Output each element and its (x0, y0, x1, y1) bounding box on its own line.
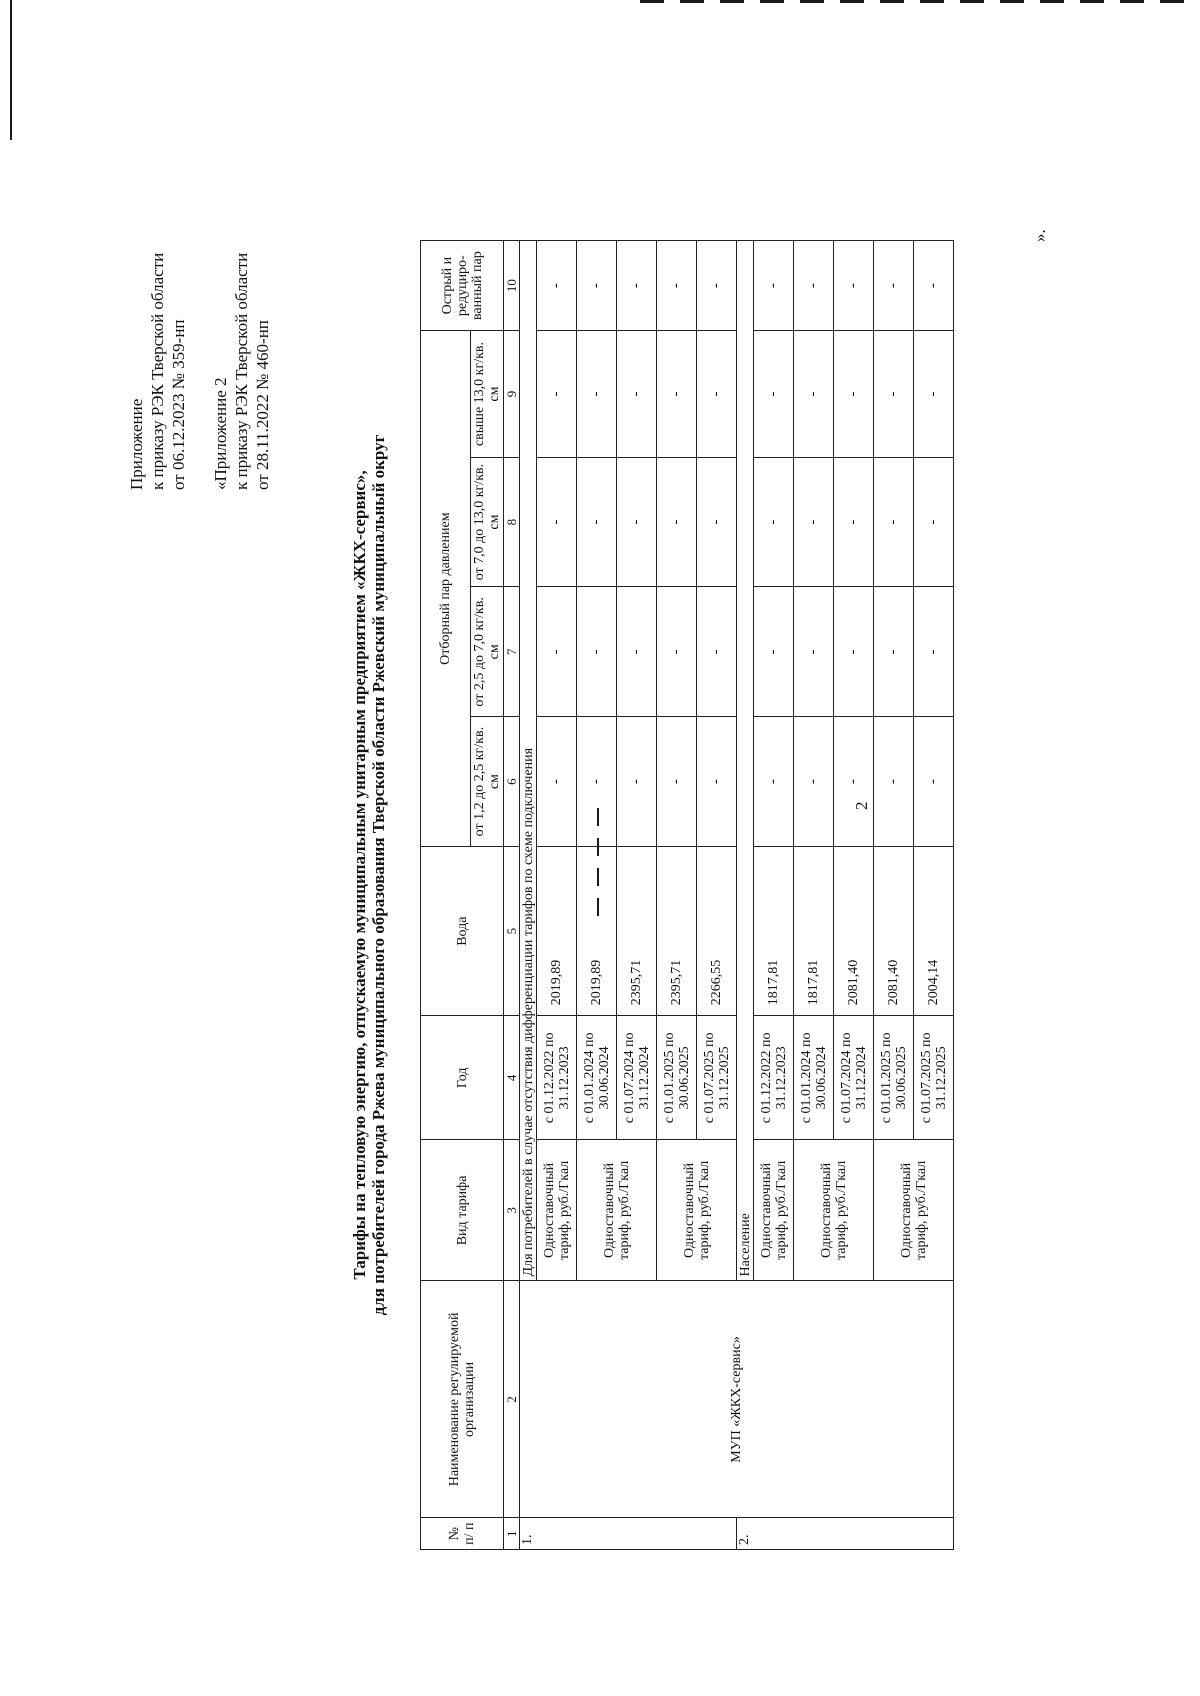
year-cell: с 01.01.2024 по 30.06.2024 (577, 1016, 617, 1140)
value-cell: - (794, 717, 834, 847)
value-cell: - (577, 331, 617, 457)
value-cell: - (697, 241, 737, 331)
header-steam-1: от 1,2 до 2,5 кг/кв. см (471, 717, 504, 847)
water-value: 2019,89 (537, 847, 577, 1016)
year-cell: с 01.07.2024 по 31.12.2024 (617, 1016, 657, 1140)
title-line-1: Тарифы на тепловую энергию, отпускаемую муниципальным унитарным предприятием «ЖКХ-сервис», (350, 470, 369, 1280)
year-cell: с 01.01.2025 по 30.06.2025 (657, 1016, 697, 1140)
tariff-type: Одноставочный тариф, руб./Гкал (537, 1140, 577, 1281)
header-organization: Наименование регулируемой организации (421, 1281, 504, 1518)
col-number: 6 (504, 717, 520, 847)
header-year: Год (421, 1016, 504, 1140)
value-cell: - (657, 331, 697, 457)
value-cell: - (617, 457, 657, 587)
appendix-reference (126, 253, 273, 490)
scan-mark (960, 0, 984, 3)
value-cell: - (577, 457, 617, 587)
water-value: 2081,40 (874, 847, 914, 1016)
tariff-type: Одноставочный тариф, руб./Гкал (577, 1140, 657, 1281)
value-cell: - (697, 331, 737, 457)
col-number: 8 (504, 457, 520, 587)
value-cell: - (657, 457, 697, 587)
value-cell: - (657, 587, 697, 717)
value-cell: - (754, 457, 794, 587)
tariff-table (420, 240, 954, 1550)
section-title: Для потребителей в случае отсутствия дифференциации тарифов по схеме подключения (520, 241, 537, 1281)
value-cell: - (617, 717, 657, 847)
scan-mark (840, 0, 864, 3)
col-number: 2 (504, 1281, 520, 1518)
header-tariff-type: Вид тарифа (421, 1140, 504, 1281)
value-cell: - (657, 717, 697, 847)
col-number: 4 (504, 1016, 520, 1140)
organization-name: МУП «ЖКХ-сервис» (520, 1281, 954, 1518)
scan-mark (720, 0, 744, 3)
water-value: 2266,55 (697, 847, 737, 1016)
scan-mark (1160, 0, 1184, 3)
appendix-line: Приложение (127, 398, 146, 490)
value-cell: - (754, 587, 794, 717)
appendix-line: к приказу РЭК Тверской области (148, 252, 167, 490)
value-cell: - (834, 457, 874, 587)
value-cell: - (537, 241, 577, 331)
value-cell: - (834, 587, 874, 717)
scan-mark (1120, 0, 1144, 3)
header-water: Вода (421, 847, 504, 1016)
year-cell: с 01.12.2022 по 31.12.2023 (537, 1016, 577, 1140)
value-cell: - (657, 241, 697, 331)
value-cell: - (914, 457, 954, 587)
value-cell: - (834, 331, 874, 457)
value-cell: - (577, 241, 617, 331)
year-cell: с 01.07.2025 по 31.12.2025 (914, 1016, 954, 1140)
value-cell: - (697, 587, 737, 717)
scan-mark (640, 0, 664, 3)
header-steam-2: от 2,5 до 7,0 кг/кв. см (471, 587, 504, 717)
value-cell: - (914, 717, 954, 847)
rotated-sheet (0, 50, 1200, 1650)
scan-mark (680, 0, 704, 3)
header-steam-4: свыше 13,0 кг/кв. см (471, 331, 504, 457)
section-number: 1. (520, 1518, 737, 1550)
value-cell: - (794, 457, 834, 587)
title-line-2: для потребителей города Ржева муниципального образования Тверской области Ржевский муниципальный округ (369, 434, 388, 1316)
water-value: 2395,71 (657, 847, 697, 1016)
tariff-type: Одноставочный тариф, руб./Гкал (754, 1140, 794, 1281)
tariff-type: Одноставочный тариф, руб./Гкал (657, 1140, 737, 1281)
water-value: 2395,71 (617, 847, 657, 1016)
scan-mark (1080, 0, 1104, 3)
value-cell: - (754, 241, 794, 331)
value-cell: - (874, 331, 914, 457)
value-cell: - (617, 241, 657, 331)
year-cell: с 01.01.2024 по 30.06.2024 (794, 1016, 834, 1140)
scan-mark (1040, 0, 1064, 3)
value-cell: - (754, 331, 794, 457)
water-value: 2081,40 (834, 847, 874, 1016)
year-cell: с 01.12.2022 по 31.12.2023 (754, 1016, 794, 1140)
value-cell: - (834, 241, 874, 331)
col-number: 5 (504, 847, 520, 1016)
appendix-line: от 28.11.2022 № 460-нп (253, 320, 272, 490)
water-value: 1817,81 (754, 847, 794, 1016)
tariff-type: Одноставочный тариф, руб./Гкал (794, 1140, 874, 1281)
value-cell: - (874, 587, 914, 717)
value-cell: - (697, 457, 737, 587)
section-title: Население (737, 241, 754, 1281)
tariff-type: Одноставочный тариф, руб./Гкал (874, 1140, 954, 1281)
scan-mark (760, 0, 784, 3)
value-cell: - (537, 331, 577, 457)
value-cell: - (794, 587, 834, 717)
scan-mark (920, 0, 944, 3)
appendix-line: «Приложение 2 (211, 377, 230, 490)
value-cell: - (537, 717, 577, 847)
appendix-line: к приказу РЭК Тверской области (232, 252, 251, 490)
value-cell: - (874, 241, 914, 331)
header-num: № п/ п (421, 1518, 504, 1550)
value-cell: - (874, 717, 914, 847)
value-cell: - (874, 457, 914, 587)
water-value: 1817,81 (794, 847, 834, 1016)
col-number: 1 (504, 1518, 520, 1550)
appendix-line: от 06.12.2023 № 359-нп (169, 319, 188, 490)
year-cell: с 01.07.2024 по 31.12.2024 (834, 1016, 874, 1140)
year-cell: с 01.01.2025 по 30.06.2025 (874, 1016, 914, 1140)
value-cell: - (754, 717, 794, 847)
col-number: 9 (504, 331, 520, 457)
value-cell: - (537, 457, 577, 587)
value-cell: - (794, 331, 834, 457)
header-steam-3: от 7,0 до 13,0 кг/кв. см (471, 457, 504, 587)
page-number: 2 (852, 801, 871, 810)
value-cell: - (914, 241, 954, 331)
value-cell: - (914, 587, 954, 717)
document-title (350, 200, 388, 1550)
water-value: 2019,89 (577, 847, 617, 1016)
value-cell: - (697, 717, 737, 847)
col-number: 3 (504, 1140, 520, 1281)
section-number: 2. (737, 1518, 954, 1550)
scan-mark (880, 0, 904, 3)
water-value: 2004,14 (914, 847, 954, 1016)
header-steam-group: Отборный пар давлением (421, 331, 471, 847)
value-cell: - (537, 587, 577, 717)
header-sharp-steam: Острый и редуциро-ванный пар (421, 241, 504, 331)
scan-mark (1000, 0, 1024, 3)
closing-quote-mark: ». (1030, 229, 1049, 242)
value-cell: - (577, 587, 617, 717)
col-number: 7 (504, 587, 520, 717)
value-cell: - (617, 587, 657, 717)
value-cell: - (617, 331, 657, 457)
value-cell: - (834, 717, 874, 847)
col-number: 10 (504, 241, 520, 331)
value-cell: - (914, 331, 954, 457)
value-cell: - (577, 717, 617, 847)
value-cell: - (794, 241, 834, 331)
scan-mark (800, 0, 824, 3)
year-cell: с 01.07.2025 по 31.12.2025 (697, 1016, 737, 1140)
